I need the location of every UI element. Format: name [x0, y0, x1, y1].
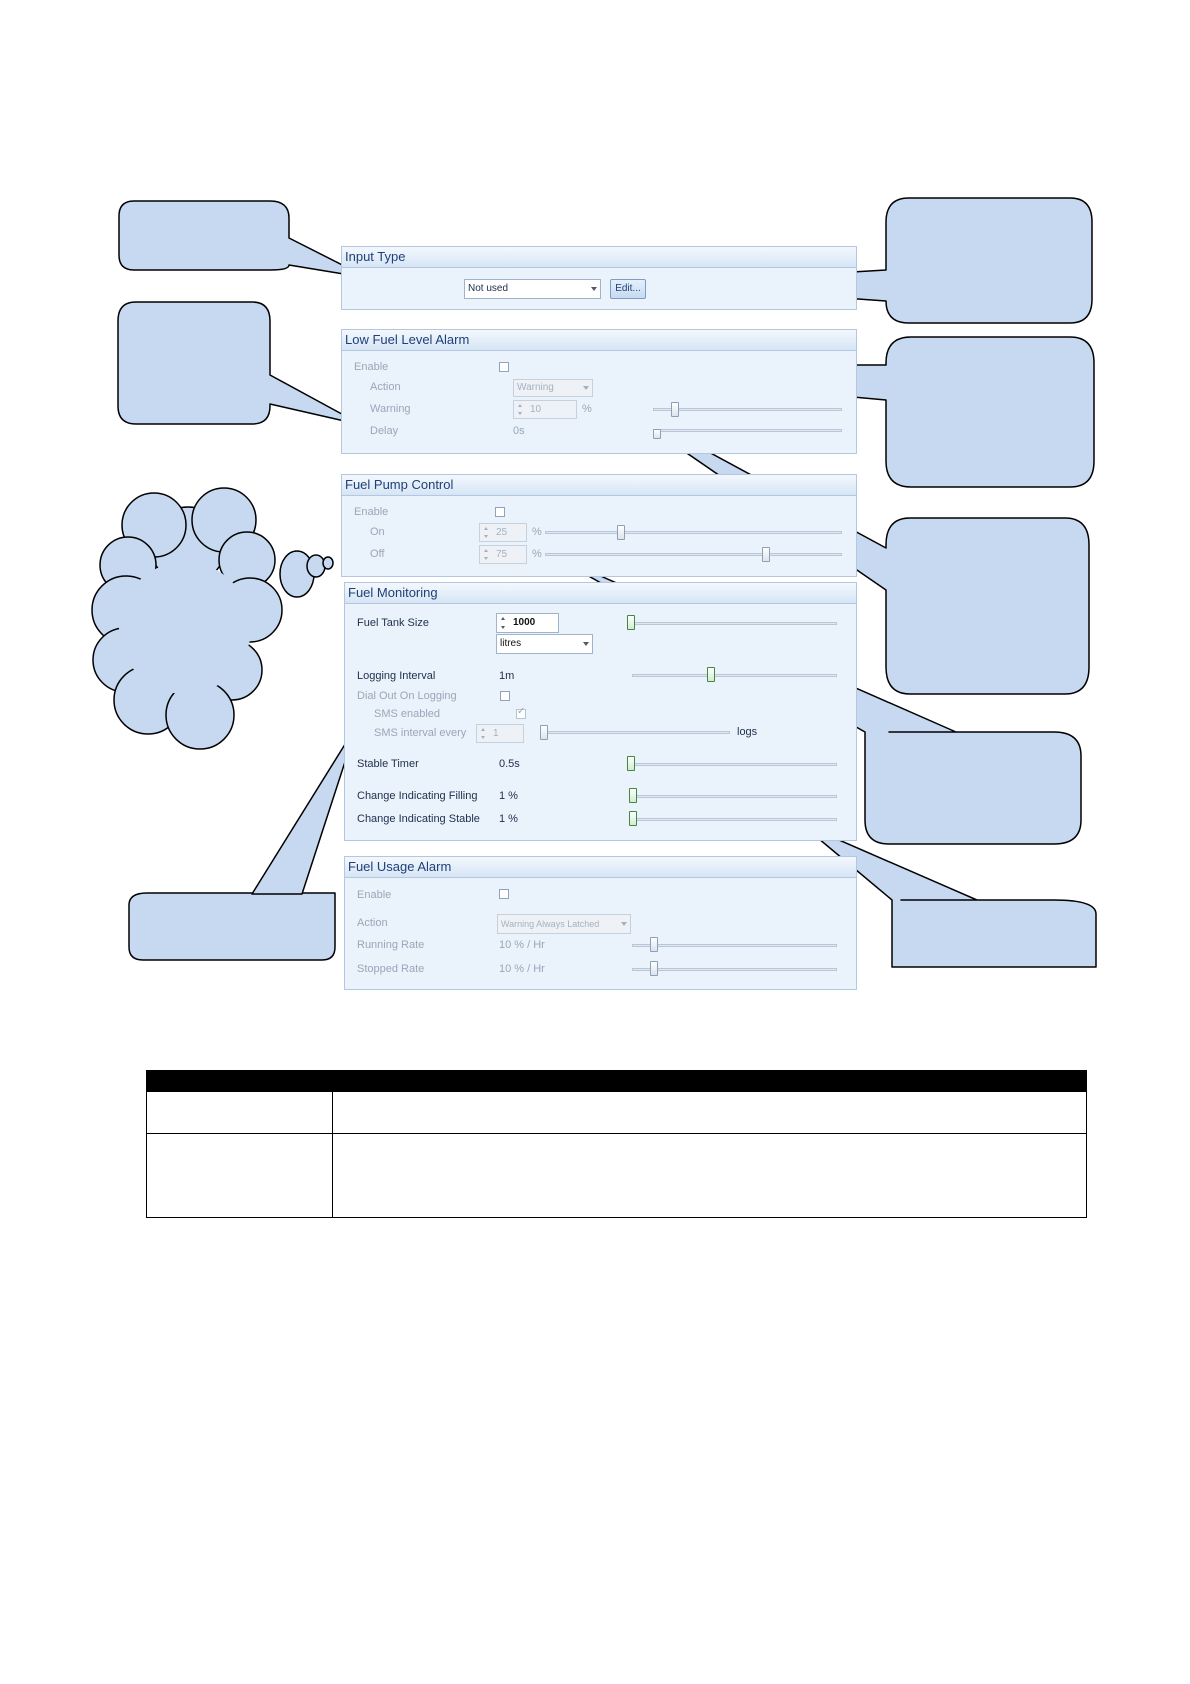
spin-up-icon	[501, 617, 505, 620]
dial-out-checkbox[interactable]	[500, 691, 510, 701]
sms-interval-slider-thumb[interactable]	[540, 725, 548, 740]
input-type-header: Input Type	[342, 247, 856, 268]
chevron-down-icon	[591, 287, 597, 291]
change-filling-slider-thumb[interactable]	[629, 788, 637, 803]
spin-down-icon	[518, 412, 522, 415]
table-row	[147, 1134, 1087, 1218]
low-fuel-action-value: Warning	[517, 382, 554, 393]
callout-left-low-fuel	[118, 302, 362, 425]
fuel-usage-alarm-panel	[344, 856, 857, 990]
fuel-pump-control-panel	[341, 474, 857, 577]
table-row	[147, 1092, 1087, 1134]
logging-interval-slider-thumb[interactable]	[707, 667, 715, 682]
low-fuel-warning-value: 10	[530, 404, 542, 415]
low-fuel-warning-spin[interactable]	[513, 400, 577, 419]
low-fuel-action-select[interactable]	[513, 379, 593, 397]
stopped-rate-slider-thumb[interactable]	[650, 961, 658, 976]
pump-on-unit: %	[532, 526, 542, 538]
table-header-row	[147, 1071, 1087, 1092]
input-type-panel	[341, 246, 857, 310]
pump-off-slider-track[interactable]	[545, 553, 842, 556]
chevron-down-icon	[583, 642, 589, 646]
thought-bubble	[92, 488, 333, 749]
spin-down-icon	[484, 535, 488, 538]
low-fuel-warning-unit: %	[582, 403, 592, 415]
table-header-cell	[147, 1071, 1087, 1092]
edit-button[interactable]: Edit...	[610, 279, 646, 299]
spin-down-icon	[501, 626, 505, 629]
pump-on-slider-thumb[interactable]	[617, 525, 625, 540]
stable-timer-slider-track[interactable]	[627, 763, 837, 766]
spin-up-icon	[484, 527, 488, 530]
usage-enable-checkbox[interactable]	[499, 889, 509, 899]
input-type-select[interactable]	[464, 279, 601, 299]
pump-off-label: Off	[370, 548, 385, 560]
low-fuel-enable-checkbox[interactable]	[499, 362, 509, 372]
spin-up-icon	[484, 549, 488, 552]
usage-action-value: Warning Always Latched	[501, 919, 600, 929]
pump-on-label: On	[370, 526, 385, 538]
stopped-rate-slider-track[interactable]	[632, 968, 837, 971]
table-cell	[147, 1092, 333, 1134]
low-fuel-delay-slider-thumb[interactable]	[653, 429, 661, 439]
low-fuel-warning-slider-thumb[interactable]	[671, 402, 679, 417]
low-fuel-warning-slider-track[interactable]	[653, 408, 842, 411]
usage-enable-label: Enable	[357, 889, 392, 901]
change-filling-label: Change Indicating Filling	[357, 790, 478, 802]
logging-interval-label: Logging Interval	[357, 670, 436, 682]
stopped-rate-label: Stopped Rate	[357, 963, 425, 975]
fuel-monitoring-header: Fuel Monitoring	[345, 583, 856, 604]
change-filling-value: 1 %	[499, 790, 518, 802]
tank-unit-select[interactable]	[496, 634, 593, 654]
table-cell	[333, 1134, 1087, 1218]
table-cell	[147, 1134, 333, 1218]
spin-down-icon	[481, 736, 485, 739]
running-rate-label: Running Rate	[357, 939, 425, 951]
chevron-down-icon	[583, 386, 589, 390]
sms-interval-label: SMS interval every	[374, 727, 467, 739]
pump-on-value: 25	[496, 527, 508, 538]
tank-size-label: Fuel Tank Size	[357, 617, 429, 629]
change-stable-slider-track[interactable]	[629, 818, 837, 821]
low-fuel-delay-slider-track[interactable]	[653, 429, 842, 432]
sms-interval-value: 1	[493, 728, 499, 739]
stopped-rate-value: 10 % / Hr	[499, 963, 545, 975]
pump-on-spin[interactable]	[479, 523, 527, 542]
fuel-usage-alarm-header: Fuel Usage Alarm	[345, 857, 856, 878]
low-fuel-warning-label: Warning	[370, 403, 411, 415]
tank-size-spin[interactable]	[496, 613, 559, 633]
sms-interval-unit: logs	[737, 726, 758, 738]
change-filling-slider-track[interactable]	[629, 795, 837, 798]
sms-enabled-label: SMS enabled	[374, 708, 441, 720]
tank-size-slider-track[interactable]	[627, 622, 837, 625]
pump-off-slider-thumb[interactable]	[762, 547, 770, 562]
stable-timer-value: 0.5s	[499, 758, 520, 770]
pump-off-spin[interactable]	[479, 545, 527, 564]
tank-unit-value: litres	[500, 638, 522, 649]
low-fuel-action-label: Action	[370, 381, 401, 393]
fuel-pump-control-header: Fuel Pump Control	[342, 475, 856, 496]
running-rate-slider-thumb[interactable]	[650, 937, 658, 952]
pump-off-value: 75	[496, 549, 508, 560]
change-stable-slider-thumb[interactable]	[629, 811, 637, 826]
running-rate-value: 10 % / Hr	[499, 939, 545, 951]
logging-interval-value: 1m	[499, 670, 515, 682]
usage-action-select[interactable]	[497, 914, 631, 934]
callout-top-left	[119, 201, 368, 278]
fuel-monitoring-panel	[344, 582, 857, 841]
low-fuel-delay-value: 0s	[513, 425, 525, 437]
callout-bottom-left-pointer	[252, 725, 357, 894]
dial-out-label: Dial Out On Logging	[357, 690, 457, 702]
stable-timer-slider-thumb[interactable]	[627, 756, 635, 771]
low-fuel-delay-label: Delay	[370, 425, 399, 437]
pump-off-unit: %	[532, 548, 542, 560]
pump-enable-checkbox[interactable]	[495, 507, 505, 517]
pump-enable-label: Enable	[354, 506, 389, 518]
low-fuel-level-alarm-header: Low Fuel Level Alarm	[342, 330, 856, 351]
change-stable-label: Change Indicating Stable	[357, 813, 480, 825]
tank-size-slider-thumb[interactable]	[627, 615, 635, 630]
sms-interval-spin[interactable]	[476, 724, 524, 743]
stable-timer-label: Stable Timer	[357, 758, 419, 770]
change-stable-value: 1 %	[499, 813, 518, 825]
sms-interval-slider-track[interactable]	[540, 731, 730, 734]
callout-bottom-left	[129, 893, 335, 960]
spin-up-icon	[481, 728, 485, 731]
spin-down-icon	[484, 557, 488, 560]
low-fuel-enable-label: Enable	[354, 361, 389, 373]
spin-up-icon	[518, 404, 522, 407]
tank-size-value: 1000	[513, 617, 536, 628]
usage-action-label: Action	[357, 917, 388, 929]
low-fuel-level-alarm-panel	[341, 329, 857, 454]
pump-on-slider-track[interactable]	[545, 531, 842, 534]
input-type-select-value: Not used	[468, 283, 509, 294]
table-cell	[333, 1092, 1087, 1134]
running-rate-slider-track[interactable]	[632, 944, 837, 947]
sms-enabled-checkbox[interactable]	[516, 709, 526, 719]
logging-interval-slider-track[interactable]	[632, 674, 837, 677]
chevron-down-icon	[621, 922, 627, 926]
description-table	[146, 1070, 1087, 1218]
